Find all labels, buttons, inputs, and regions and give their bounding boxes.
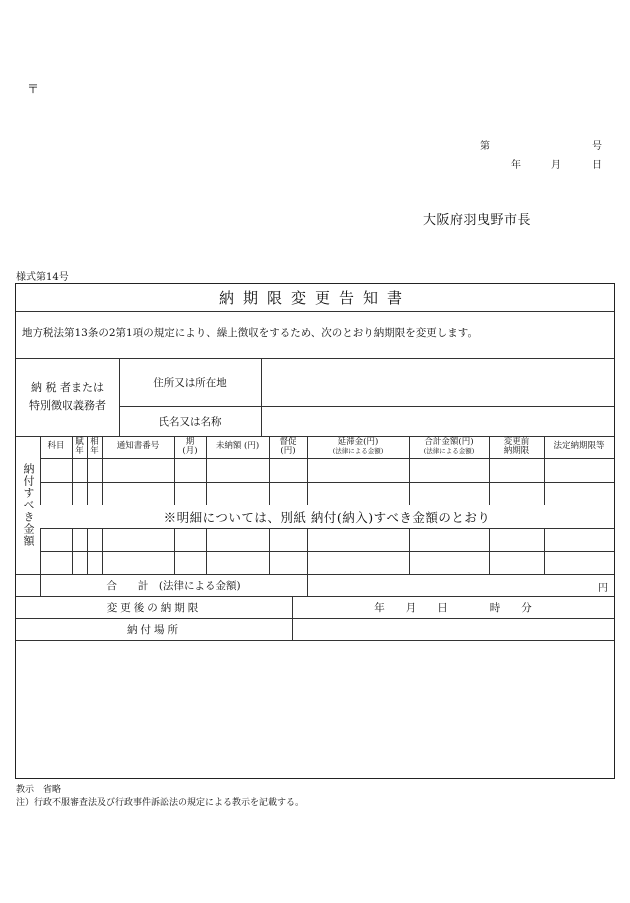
address-label: 住所又は所在地 [153, 376, 227, 389]
col-equivalent-year: 相年 [90, 436, 99, 456]
postal-mark: 〒 [27, 82, 40, 96]
rule [40, 528, 614, 529]
name-field[interactable] [261, 406, 614, 436]
col-total-amount: 合計金額(円) (法律による金額) [423, 436, 475, 455]
rule [16, 311, 614, 312]
taxpayer-label-line1: 納 税 者または [31, 381, 104, 394]
new-deadline-value: 年 月 日 時 分 [374, 601, 532, 614]
rule [16, 640, 614, 641]
amount-due-side-label: 納付すべき金額 [22, 463, 35, 547]
total-yen-unit: 円 [598, 583, 608, 594]
col-prev-deadline: 変更前 納期限 [503, 436, 530, 456]
col-levy-year: 賦年 [75, 436, 84, 456]
payment-place-label: 納付場所 [127, 623, 181, 636]
col-notice-number: 通知書番号 [116, 441, 160, 452]
date-month: 月 [551, 160, 561, 171]
payment-place-field[interactable] [292, 618, 614, 640]
number-suffix: 号 [592, 141, 602, 152]
col-demand: 督促 (円) [279, 436, 297, 456]
col-period: 期 (月) [182, 436, 198, 456]
col-delinquency: 延滞金(円) (法律による金額) [332, 436, 384, 455]
rule [40, 551, 614, 552]
date-year: 年 [511, 160, 521, 171]
address-field[interactable] [261, 358, 614, 406]
name-label: 氏名又は名称 [158, 415, 222, 428]
new-deadline-label: 変更後の納期限 [106, 601, 202, 614]
number-prefix: 第 [480, 141, 490, 152]
col-subject: 科目 [47, 441, 65, 452]
detail-note: ※明細については、別紙 納付(納入)すべき金額のとおり [40, 505, 614, 528]
date-day: 日 [592, 160, 602, 171]
rule [40, 482, 614, 483]
taxpayer-label-line2: 特別徴収義務者 [29, 399, 106, 412]
footer-note: 注）行政不服審査法及び行政事件訴訟法の規定による教示を記載する。 [16, 798, 305, 808]
form-title: 納期限変更告知書 [218, 289, 411, 307]
intro-text: 地方税法第13条の2第1項の規定により、繰上徴収をするため、次のとおり納期限を変更します。 [22, 327, 478, 339]
col-legal-deadline: 法定納期限等 [553, 441, 605, 452]
taxpayer-label [16, 358, 119, 436]
rule [40, 458, 614, 459]
col-unpaid: 未納額 (円) [215, 441, 260, 452]
notice-form [15, 283, 615, 779]
issuer-name: 大阪府羽曳野市長 [423, 213, 532, 228]
form-number: 様式第14号 [16, 272, 69, 283]
footer-instruction: 教示 省略 [16, 785, 62, 795]
total-label: 合 計 (法律による金額) [106, 579, 241, 592]
